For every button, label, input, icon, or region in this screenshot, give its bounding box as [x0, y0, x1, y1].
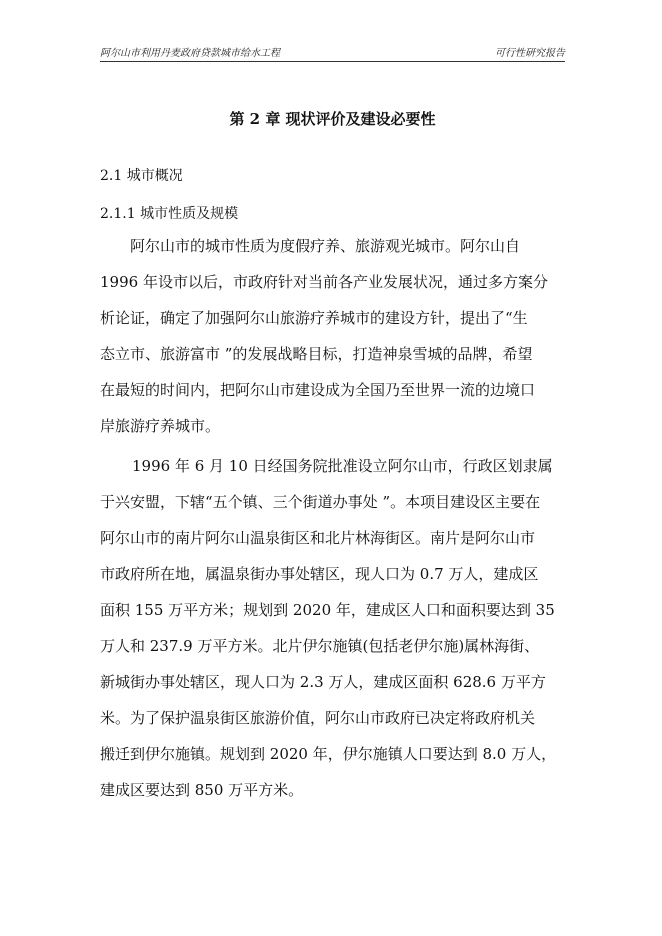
paragraph-line: 于兴安盟，下辖“五个镇、三个街道办事处 ”。本项目建设区主要在 [100, 493, 541, 511]
section-heading-2-1-1: 2.1.1 城市性质及规模 [100, 206, 239, 222]
header-report-type: 可行性研究报告 [495, 48, 565, 59]
paragraph-line: 搬迁到伊尔施镇。规划到 2020 年，伊尔施镇人口要达到 8.0 万人， [100, 745, 557, 763]
header-divider [100, 61, 565, 62]
paragraph-line: 1996 年设市以后，市政府针对当前各产业发展状况，通过多方案分 [100, 273, 548, 291]
paragraph-line: 建成区要达到 850 万平方米。 [100, 781, 304, 799]
section-heading-2-1: 2.1 城市概况 [100, 168, 183, 184]
paragraph-line: 万人和 237.9 万平方米。北片伊尔施镇(包括老伊尔施)属林海街、 [100, 637, 540, 655]
paragraph-line: 态立市、旅游富市 ”的发展战略目标，打造神泉雪城的品牌，希望 [100, 345, 533, 363]
paragraph-line: 阿尔山市的城市性质为度假疗养、旅游观光城市。阿尔山自 [130, 237, 521, 255]
paragraph-line: 岸旅游疗养城市。 [100, 417, 221, 435]
paragraph-line: 析论证，确定了加强阿尔山旅游疗养城市的建设方针，提出了“生 [100, 309, 528, 327]
header-document-title: 阿尔山市利用丹麦政府贷款城市给水工程 [100, 48, 280, 59]
paragraph-line: 市政府所在地，属温泉街办事处辖区，现人口为 0.7 万人，建成区 [100, 565, 539, 583]
paragraph-line: 米。为了保护温泉街区旅游价值，阿尔山市政府已决定将政府机关 [100, 709, 536, 727]
paragraph-line: 面积 155 万平方米；规划到 2020 年，建成区人口和面积要达到 35 [100, 601, 555, 619]
page-header [100, 44, 565, 60]
paragraph-line: 阿尔山市的南片阿尔山温泉街区和北片林海街区。南片是阿尔山市 [100, 529, 536, 547]
paragraph-line: 在最短的时间内，把阿尔山市建设成为全国乃至世界一流的边境口 [100, 381, 536, 399]
chapter-title: 第 2 章 现状评价及建设必要性 [229, 110, 436, 128]
paragraph-line: 新城街办事处辖区，现人口为 2.3 万人，建成区面积 628.6 万平方 [100, 673, 546, 691]
paragraph-line: 1996 年 6 月 10 日经国务院批准设立阿尔山市，行政区划隶属 [132, 457, 553, 475]
